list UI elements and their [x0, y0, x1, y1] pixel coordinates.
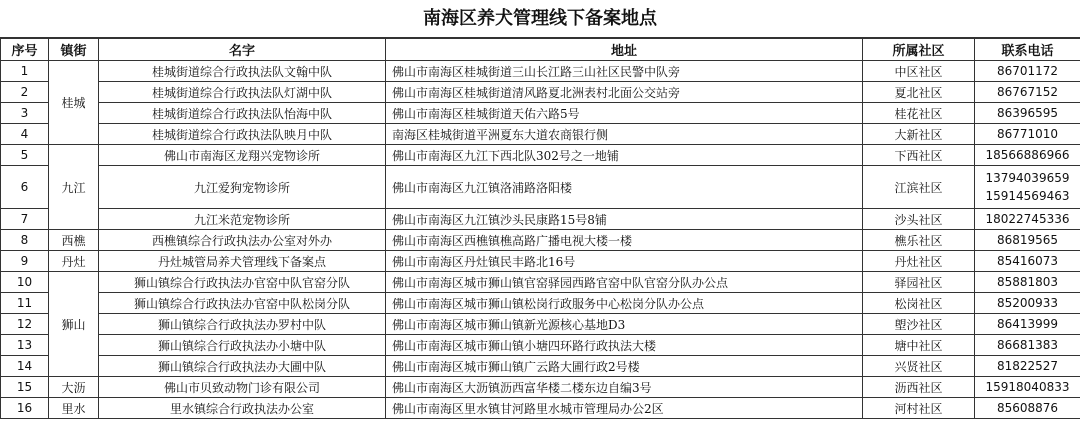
cell-name: 桂城街道综合行政执法队文翰中队 [99, 61, 386, 82]
cell-seq: 3 [1, 103, 49, 124]
phone-number: 86413999 [996, 317, 1059, 331]
cell-name: 佛山市贝致动物门诊有限公司 [99, 377, 386, 398]
cell-name: 狮山镇综合行政执法办罗村中队 [99, 314, 386, 335]
cell-seq: 2 [1, 82, 49, 103]
cell-community: 沥西社区 [863, 377, 975, 398]
phone-number: 86701172 [996, 64, 1059, 78]
cell-address: 佛山市南海区九江下西北队302号之一地铺 [386, 145, 863, 166]
cell-name: 佛山市南海区龙翔兴宠物诊所 [99, 145, 386, 166]
cell-community: 驿园社区 [863, 272, 975, 293]
header-row [1, 39, 1080, 61]
table-row [1, 272, 1080, 293]
phone-number: 85881803 [996, 275, 1059, 289]
phone-number: 85416073 [996, 254, 1059, 268]
header-community: 所属社区 [863, 39, 975, 61]
cell-address: 佛山市南海区桂城街道三山长江路三山社区民警中队旁 [386, 61, 863, 82]
cell-address: 佛山市南海区桂城街道清风路夏北洲表村北面公交站旁 [386, 82, 863, 103]
cell-phone [975, 356, 1080, 377]
cell-address: 佛山市南海区城市狮山镇小塘四环路行政执法大楼 [386, 335, 863, 356]
cell-phone [975, 272, 1080, 293]
cell-phone [975, 398, 1080, 419]
table-row [1, 335, 1080, 356]
table-row [1, 314, 1080, 335]
table-body [1, 61, 1080, 419]
cell-community: 塘中社区 [863, 335, 975, 356]
header-name: 名字 [99, 39, 386, 61]
table-row [1, 356, 1080, 377]
cell-seq: 16 [1, 398, 49, 419]
cell-community: 塱沙社区 [863, 314, 975, 335]
cell-town: 里水 [49, 398, 99, 419]
cell-address: 佛山市南海区城市狮山镇新光源核心基地D3 [386, 314, 863, 335]
table-row [1, 293, 1080, 314]
cell-phone [975, 166, 1080, 209]
cell-address: 佛山市南海区城市狮山镇松岗行政服务中心松岗分队办公点 [386, 293, 863, 314]
phone-number: 85608876 [996, 401, 1059, 415]
cell-name: 狮山镇综合行政执法办官窑中队官窑分队 [99, 272, 386, 293]
cell-phone [975, 230, 1080, 251]
cell-name: 丹灶城管局养犬管理线下备案点 [99, 251, 386, 272]
cell-phone [975, 251, 1080, 272]
cell-address: 佛山市南海区九江镇洛浦路洛阳楼 [386, 166, 863, 209]
cell-community: 沙头社区 [863, 209, 975, 230]
cell-seq: 5 [1, 145, 49, 166]
registration-table [0, 38, 1080, 419]
cell-seq: 6 [1, 166, 49, 209]
cell-community: 下西社区 [863, 145, 975, 166]
cell-community: 夏北社区 [863, 82, 975, 103]
header-town: 镇街 [49, 39, 99, 61]
cell-phone [975, 124, 1080, 145]
table-row [1, 377, 1080, 398]
cell-community: 丹灶社区 [863, 251, 975, 272]
cell-name: 狮山镇综合行政执法办小塘中队 [99, 335, 386, 356]
cell-address: 佛山市南海区西樵镇樵高路广播电视大楼一楼 [386, 230, 863, 251]
cell-phone [975, 293, 1080, 314]
table-row [1, 61, 1080, 82]
cell-name: 桂城街道综合行政执法队灯湖中队 [99, 82, 386, 103]
phone-number: 85200933 [996, 296, 1059, 310]
cell-address: 佛山市南海区桂城街道天佑六路5号 [386, 103, 863, 124]
phone-number: 81822527 [996, 359, 1059, 373]
table-row [1, 398, 1080, 419]
cell-town: 大沥 [49, 377, 99, 398]
header-phone: 联系电话 [975, 39, 1080, 61]
table-row [1, 103, 1080, 124]
page-title: 南海区养犬管理线下备案地点 [0, 0, 1080, 38]
phone-number: 13794039659 [985, 171, 1070, 185]
table-row [1, 124, 1080, 145]
cell-community: 中区社区 [863, 61, 975, 82]
phone-number: 86767152 [996, 85, 1059, 99]
cell-seq: 15 [1, 377, 49, 398]
cell-name: 西樵镇综合行政执法办公室对外办 [99, 230, 386, 251]
header-seq: 序号 [1, 39, 49, 61]
phone-number: 86819565 [996, 233, 1059, 247]
cell-name: 桂城街道综合行政执法队映月中队 [99, 124, 386, 145]
cell-community: 兴贤社区 [863, 356, 975, 377]
cell-community: 大新社区 [863, 124, 975, 145]
cell-seq: 8 [1, 230, 49, 251]
cell-address: 佛山市南海区城市狮山镇官窑驿园西路官窑中队官窑分队办公点 [386, 272, 863, 293]
cell-phone [975, 103, 1080, 124]
cell-name: 狮山镇综合行政执法办官窑中队松岗分队 [99, 293, 386, 314]
cell-seq: 12 [1, 314, 49, 335]
cell-seq: 7 [1, 209, 49, 230]
table-row [1, 166, 1080, 209]
cell-name: 九江米范宠物诊所 [99, 209, 386, 230]
cell-town: 西樵 [49, 230, 99, 251]
cell-town: 桂城 [49, 61, 99, 145]
cell-community: 松岗社区 [863, 293, 975, 314]
cell-seq: 14 [1, 356, 49, 377]
cell-seq: 13 [1, 335, 49, 356]
cell-community: 樵乐社区 [863, 230, 975, 251]
cell-name: 狮山镇综合行政执法办大圃中队 [99, 356, 386, 377]
cell-seq: 11 [1, 293, 49, 314]
phone-number: 15918040833 [985, 380, 1070, 394]
cell-address: 佛山市南海区九江镇沙头民康路15号8铺 [386, 209, 863, 230]
cell-seq: 1 [1, 61, 49, 82]
cell-address: 佛山市南海区丹灶镇民丰路北16号 [386, 251, 863, 272]
cell-town: 狮山 [49, 272, 99, 377]
cell-phone [975, 377, 1080, 398]
cell-phone [975, 335, 1080, 356]
header-address: 地址 [386, 39, 863, 61]
phone-number: 18566886966 [985, 148, 1070, 162]
cell-name: 九江爱狗宠物诊所 [99, 166, 386, 209]
cell-seq: 9 [1, 251, 49, 272]
cell-phone [975, 82, 1080, 103]
cell-address: 佛山市南海区大沥镇沥西富华楼二楼东边自编3号 [386, 377, 863, 398]
cell-seq: 4 [1, 124, 49, 145]
phone-number: 18022745336 [985, 212, 1070, 226]
cell-phone [975, 61, 1080, 82]
cell-address: 佛山市南海区城市狮山镇广云路大圃行政2号楼 [386, 356, 863, 377]
phone-number: 86396595 [996, 106, 1059, 120]
table-row [1, 145, 1080, 166]
cell-address: 南海区桂城街道平洲夏东大道农商银行侧 [386, 124, 863, 145]
table-row [1, 82, 1080, 103]
cell-phone [975, 209, 1080, 230]
phone-number: 15914569463 [985, 189, 1070, 203]
cell-town: 九江 [49, 145, 99, 230]
cell-name: 里水镇综合行政执法办公室 [99, 398, 386, 419]
cell-name: 桂城街道综合行政执法队怡海中队 [99, 103, 386, 124]
phone-number: 86681383 [996, 338, 1059, 352]
cell-community: 河村社区 [863, 398, 975, 419]
cell-phone [975, 145, 1080, 166]
cell-community: 桂花社区 [863, 103, 975, 124]
table-row [1, 209, 1080, 230]
phone-number: 86771010 [996, 127, 1059, 141]
cell-community: 江滨社区 [863, 166, 975, 209]
table-row [1, 230, 1080, 251]
table-row [1, 251, 1080, 272]
cell-address: 佛山市南海区里水镇甘河路里水城市管理局办公2区 [386, 398, 863, 419]
cell-seq: 10 [1, 272, 49, 293]
cell-phone [975, 314, 1080, 335]
cell-town: 丹灶 [49, 251, 99, 272]
